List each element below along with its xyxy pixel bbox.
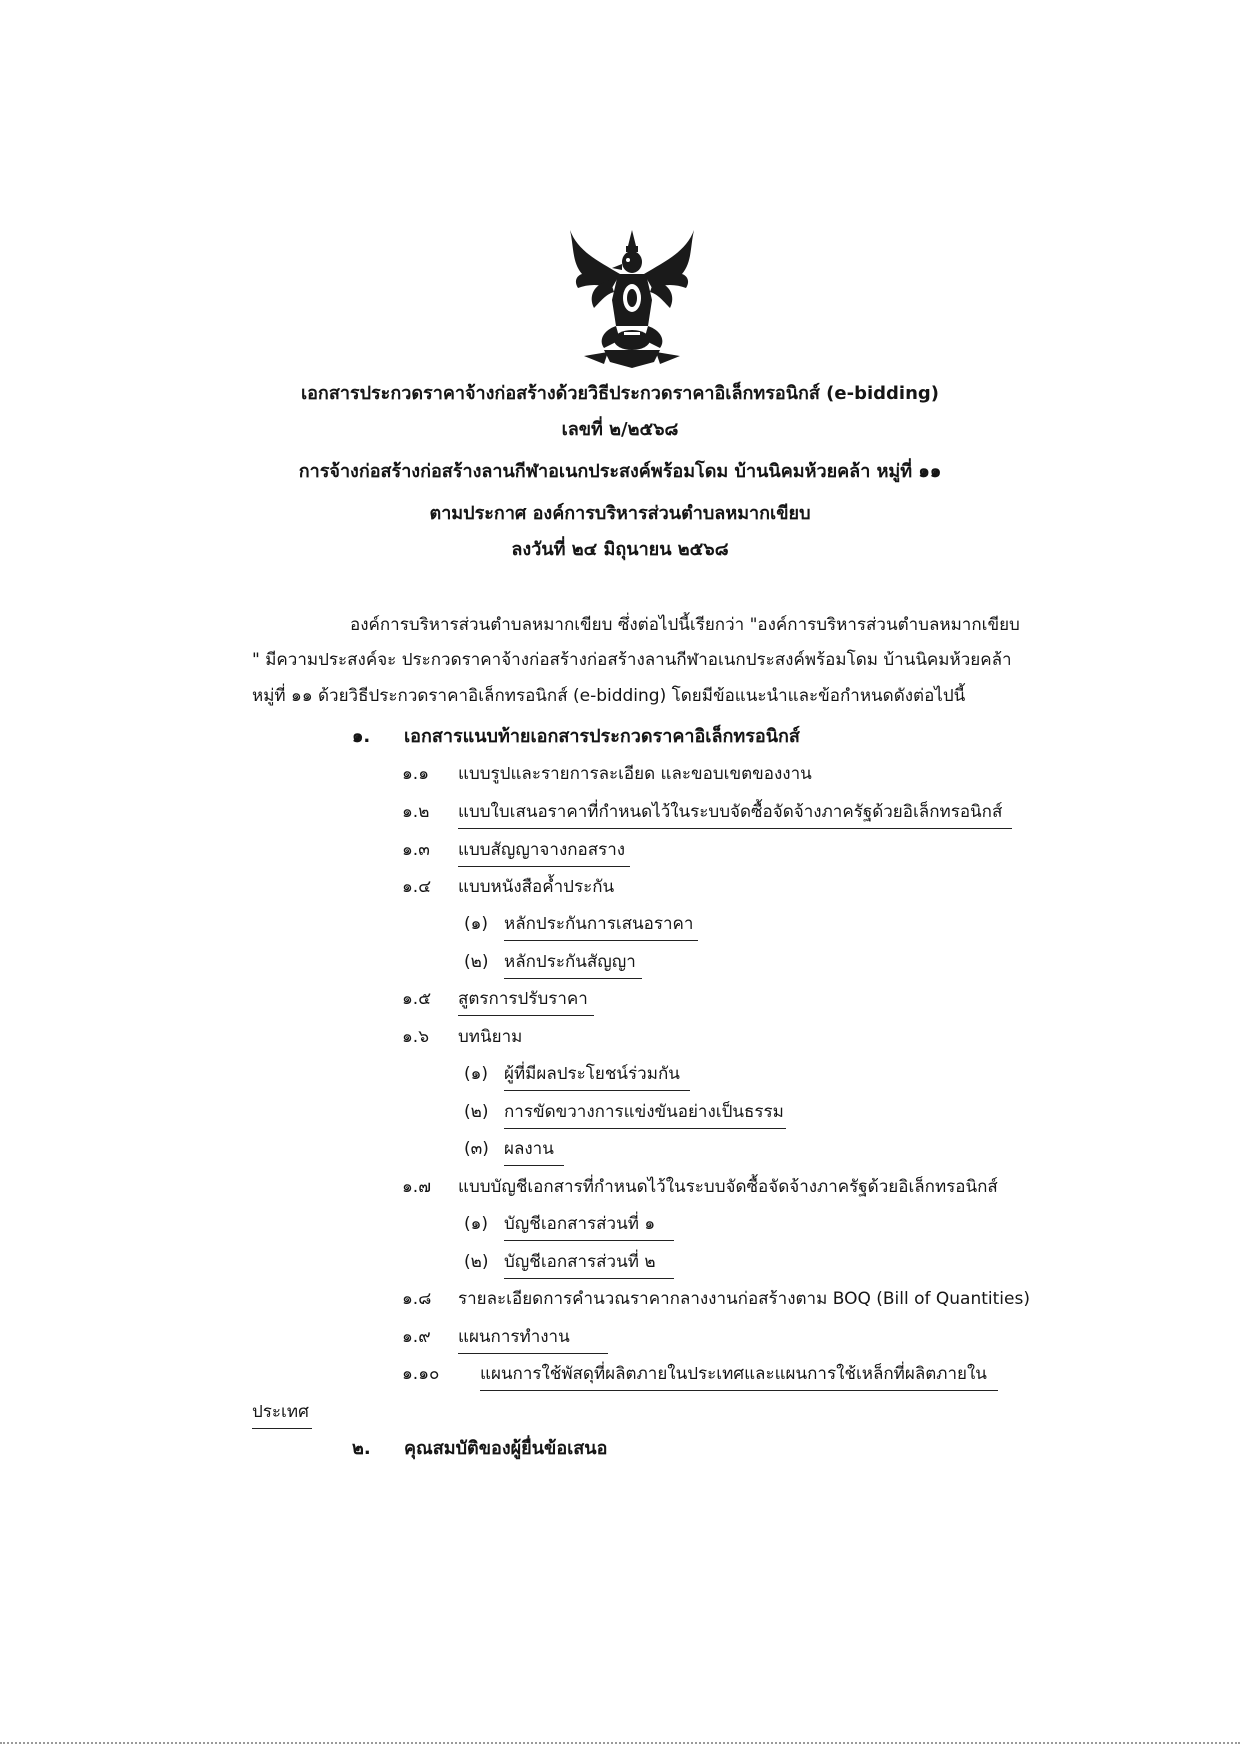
section-2-title: คุณสมบัติของผู้ยื่นข้อเสนอ bbox=[404, 1438, 608, 1459]
item-1-6-3-number: (๓) bbox=[464, 1139, 489, 1159]
intro-line-3: หมู่ที่ ๑๑ ด้วยวิธีประกวดราคาอิเล็กทรอนิกส์ (e-bidding) โดยมีข้อแนะนำและข้อกำหนดดังต่อไปนี้ bbox=[252, 686, 966, 706]
item-1-9-number: ๑.๙ bbox=[402, 1327, 431, 1347]
document-title: เอกสารประกวดราคาจ้างก่อสร้างด้วยวิธีประกวดราคาอิเล็กทรอนิกส์ (e-bidding) bbox=[300, 383, 940, 404]
item-1-6-text: บทนิยาม bbox=[458, 1027, 523, 1047]
section-2-number: ๒. bbox=[352, 1438, 371, 1459]
item-1-5-underline bbox=[458, 1015, 594, 1016]
item-1-6-2-number: (๒) bbox=[464, 1102, 489, 1122]
item-1-4-text: แบบหนังสือค้ำประกัน bbox=[458, 877, 615, 897]
item-1-8-number: ๑.๘ bbox=[402, 1289, 432, 1309]
item-1-4-1-number: (๑) bbox=[464, 914, 489, 934]
item-1-5-number: ๑.๕ bbox=[402, 989, 432, 1009]
item-1-3-underline bbox=[458, 866, 630, 867]
item-1-10-continuation[interactable]: ประเทศ bbox=[252, 1402, 309, 1422]
item-1-2-underline bbox=[458, 828, 1012, 829]
project-title: การจ้างก่อสร้างก่อสร้างลานกีฬาอเนกประสงค์พร้อมโดม บ้านนิคมห้วยคล้า หมู่ที่ ๑๑ bbox=[298, 461, 942, 482]
item-1-4-2-text[interactable]: หลักประกันสัญญา bbox=[504, 952, 636, 972]
item-1-1-number: ๑.๑ bbox=[402, 764, 429, 784]
item-1-6-3-underline bbox=[504, 1165, 564, 1166]
item-1-6-1-text[interactable]: ผู้ที่มีผลประโยชน์ร่วมกัน bbox=[504, 1064, 680, 1084]
item-1-7-1-text[interactable]: บัญชีเอกสารส่วนที่ ๑ bbox=[504, 1214, 656, 1234]
item-1-10-underline bbox=[480, 1390, 998, 1391]
item-1-4-1-underline bbox=[504, 940, 698, 941]
item-1-4-2-number: (๒) bbox=[464, 952, 489, 972]
item-1-3-text[interactable]: แบบสัญญาจางกอสราง bbox=[458, 840, 626, 860]
section-1-title: เอกสารแนบท้ายเอกสารประกวดราคาอิเล็กทรอนิกส์ bbox=[404, 726, 800, 747]
item-1-10-number: ๑.๑๐ bbox=[402, 1364, 440, 1384]
item-1-1-text: แบบรูปและรายการละเอียด และขอบเขตของงาน bbox=[458, 764, 812, 784]
item-1-9-text[interactable]: แผนการทำงาน bbox=[458, 1327, 570, 1347]
item-1-6-3-text[interactable]: ผลงาน bbox=[504, 1139, 554, 1159]
item-1-4-2-underline bbox=[504, 978, 642, 979]
item-1-2-number: ๑.๒ bbox=[402, 802, 430, 822]
item-1-7-number: ๑.๗ bbox=[402, 1177, 431, 1197]
item-1-7-2-text[interactable]: บัญชีเอกสารส่วนที่ ๒ bbox=[504, 1252, 656, 1272]
document-number: เลขที่ ๒/๒๕๖๘ bbox=[561, 419, 679, 440]
item-1-4-number: ๑.๔ bbox=[402, 877, 432, 897]
announcement-line: ตามประกาศ องค์การบริหารส่วนตำบลหมากเขียบ bbox=[429, 503, 811, 524]
intro-line-1: องค์การบริหารส่วนตำบลหมากเขียบ ซึ่งต่อไปนี้เรียกว่า "องค์การบริหารส่วนตำบลหมากเขียบ bbox=[350, 615, 1020, 635]
item-1-7-2-underline bbox=[504, 1278, 674, 1279]
item-1-6-2-text[interactable]: การขัดขวางการแข่งขันอย่างเป็นธรรม bbox=[504, 1102, 784, 1122]
announcement-date: ลงวันที่ ๒๔ มิถุนายน ๒๕๖๘ bbox=[511, 539, 729, 560]
item-1-3-number: ๑.๓ bbox=[402, 840, 430, 860]
intro-line-2: " มีความประสงค์จะ ประกวดราคาจ้างก่อสร้างก่อสร้างลานกีฬาอเนกประสงค์พร้อมโดม บ้านนิคมห้วยคล้า bbox=[252, 650, 1012, 670]
item-1-7-1-underline bbox=[504, 1240, 674, 1241]
item-1-7-text: แบบบัญชีเอกสารที่กำหนดไว้ในระบบจัดซื้อจัดจ้างภาครัฐด้วยอิเล็กทรอนิกส์ bbox=[458, 1177, 998, 1197]
item-1-6-number: ๑.๖ bbox=[402, 1027, 429, 1047]
item-1-2-text[interactable]: แบบใบเสนอราคาที่กำหนดไว้ในระบบจัดซื้อจัดจ้างภาครัฐด้วยอิเล็กทรอนิกส์ bbox=[458, 802, 1003, 822]
item-1-9-underline bbox=[458, 1353, 608, 1354]
garuda-emblem bbox=[564, 222, 700, 372]
item-1-10-text[interactable]: แผนการใช้พัสดุที่ผลิตภายในประเทศและแผนการใช้เหล็กที่ผลิตภายใน bbox=[480, 1364, 987, 1384]
item-1-6-1-underline bbox=[504, 1090, 690, 1091]
item-1-10-continuation-underline bbox=[252, 1428, 312, 1429]
scan-bottom-edge bbox=[0, 1742, 1240, 1744]
item-1-6-1-number: (๑) bbox=[464, 1064, 489, 1084]
item-1-6-2-underline bbox=[504, 1128, 786, 1129]
section-1-number: ๑. bbox=[352, 726, 371, 747]
item-1-4-1-text[interactable]: หลักประกันการเสนอราคา bbox=[504, 914, 694, 934]
item-1-7-1-number: (๑) bbox=[464, 1214, 489, 1234]
item-1-7-2-number: (๒) bbox=[464, 1252, 489, 1272]
item-1-5-text[interactable]: สูตรการปรับราคา bbox=[458, 989, 588, 1009]
item-1-8-text: รายละเอียดการคำนวณราคากลางงานก่อสร้างตาม BOQ (Bill of Quantities) bbox=[458, 1289, 1030, 1309]
